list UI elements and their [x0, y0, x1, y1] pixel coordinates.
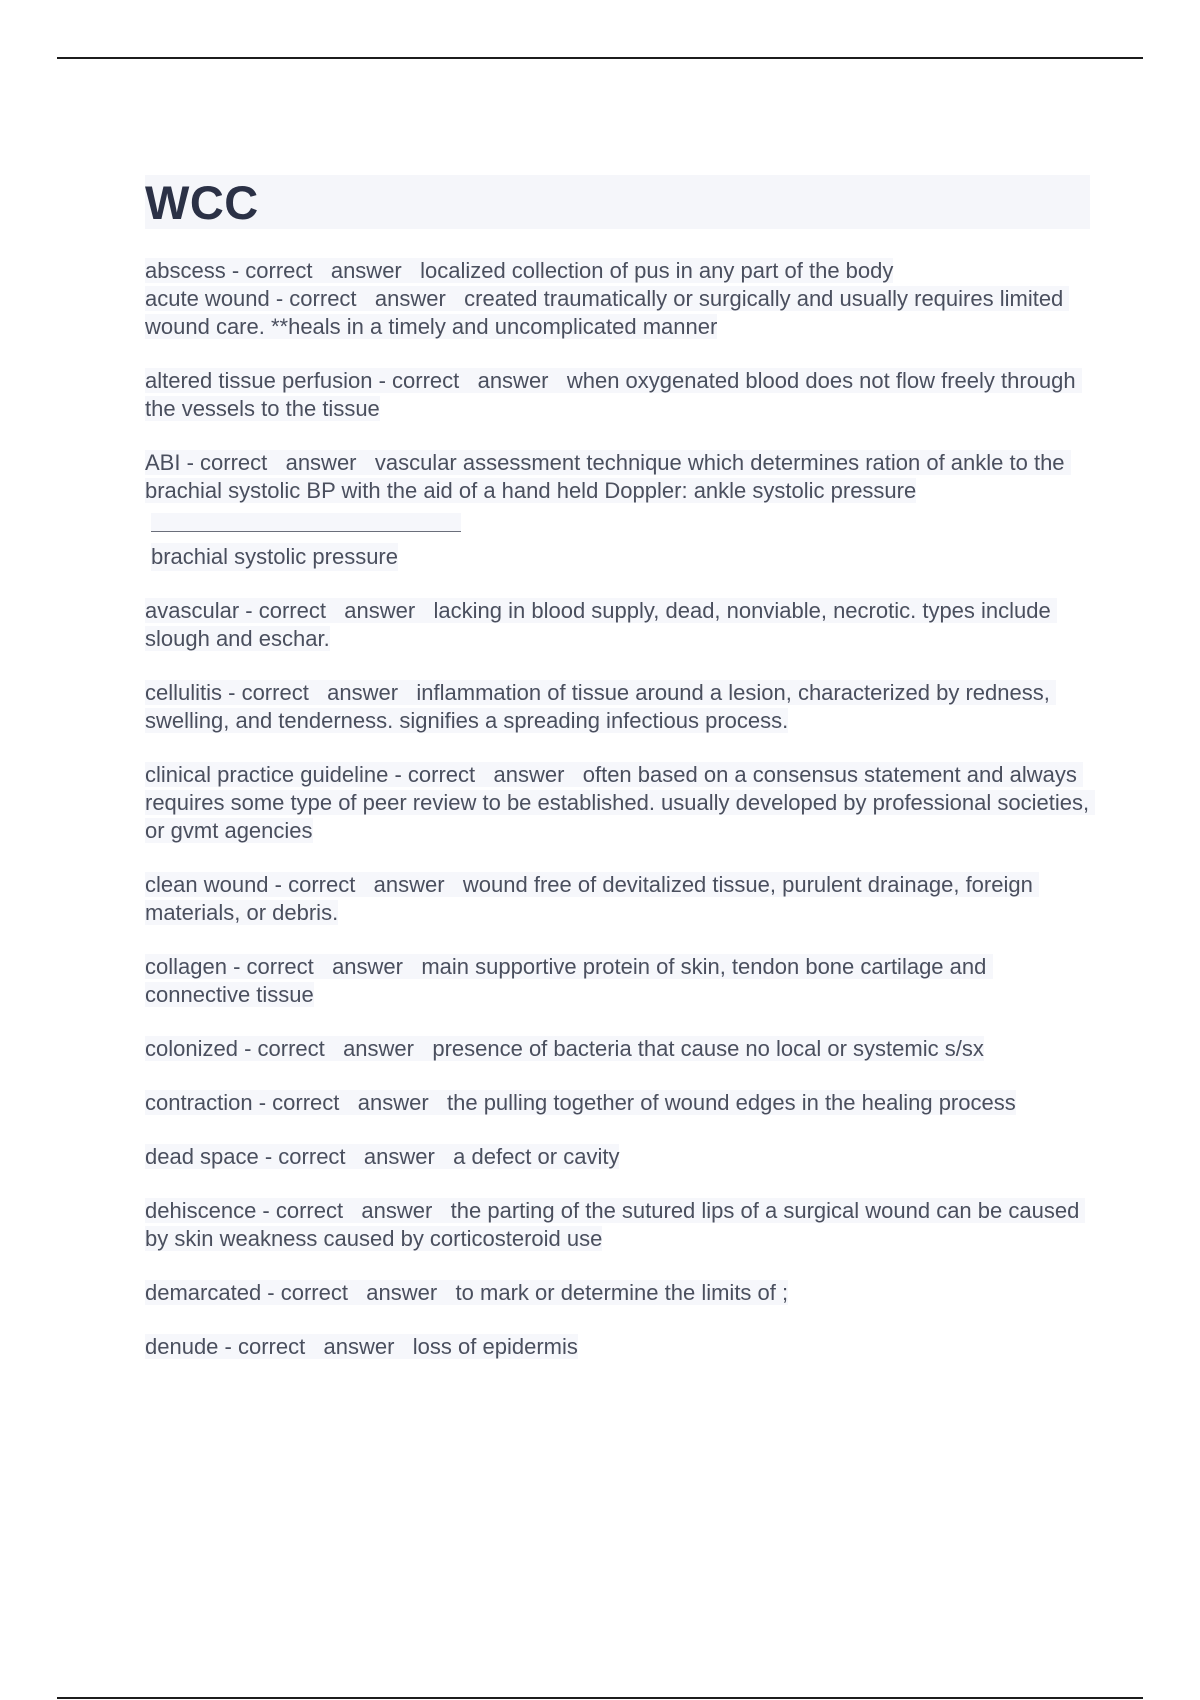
document-title: WCC	[145, 175, 259, 229]
title-banner	[145, 175, 1090, 229]
glossary-entry-abscess: abscess - correct answer localized collection of pus in any part of the body	[145, 258, 894, 283]
glossary-entry-denude: denude - correct answer loss of epidermis	[145, 1334, 578, 1359]
glossary-entry-collagen: collagen - correct answer main supportive protein of skin, tendon bone cartilage and connective tissue	[145, 954, 993, 1007]
glossary-entry-altered-tissue-perfusion: altered tissue perfusion - correct answer when oxygenated blood does not flow freely through the vessels to the tissue	[145, 368, 1082, 421]
bottom-rule	[57, 1697, 1143, 1699]
glossary-entry-demarcated: demarcated - correct answer to mark or determine the limits of ;	[145, 1280, 789, 1305]
glossary-entry-abi: ABI - correct answer vascular assessment technique which determines ration of ankle to the brachial systolic BP with the aid of a hand held Doppler: ankle systolic pressure	[145, 450, 1071, 503]
glossary-entry-colonized: colonized - correct answer presence of bacteria that cause no local or systemic s/sx	[145, 1036, 984, 1061]
glossary-entry-avascular: avascular - correct answer lacking in blood supply, dead, nonviable, necrotic. types include slough and eschar.	[145, 598, 1057, 651]
abi-denominator: brachial systolic pressure	[151, 544, 398, 569]
top-rule	[57, 57, 1143, 59]
glossary-entry-dehiscence: dehiscence - correct answer the parting of the sutured lips of a surgical wound can be caused by skin weakness caused by corticosteroid use	[145, 1198, 1086, 1251]
glossary-entry-clinical-practice-guideline: clinical practice guideline - correct answer often based on a consensus statement and always requires some type of peer review to be established. usually developed by professional societies, or gvmt agencies	[145, 762, 1096, 843]
abi-fraction	[151, 511, 1090, 571]
glossary-entry-clean-wound: clean wound - correct answer wound free of devitalized tissue, purulent drainage, foreign materials, or debris.	[145, 872, 1039, 925]
glossary-entry-contraction: contraction - correct answer the pulling together of wound edges in the healing process	[145, 1090, 1016, 1115]
glossary-entry-acute-wound: acute wound - correct answer created traumatically or surgically and usually requires limited wound care. **heals in a timely and uncomplicated manner	[145, 286, 1070, 339]
fraction-bar	[151, 513, 461, 532]
document-body	[145, 175, 1096, 1387]
glossary-entry-cellulitis: cellulitis - correct answer inflammation of tissue around a lesion, characterized by redness, swelling, and tenderness. signifies a spreading infectious process.	[145, 680, 1056, 733]
glossary-entry-dead-space: dead space - correct answer a defect or cavity	[145, 1144, 620, 1169]
